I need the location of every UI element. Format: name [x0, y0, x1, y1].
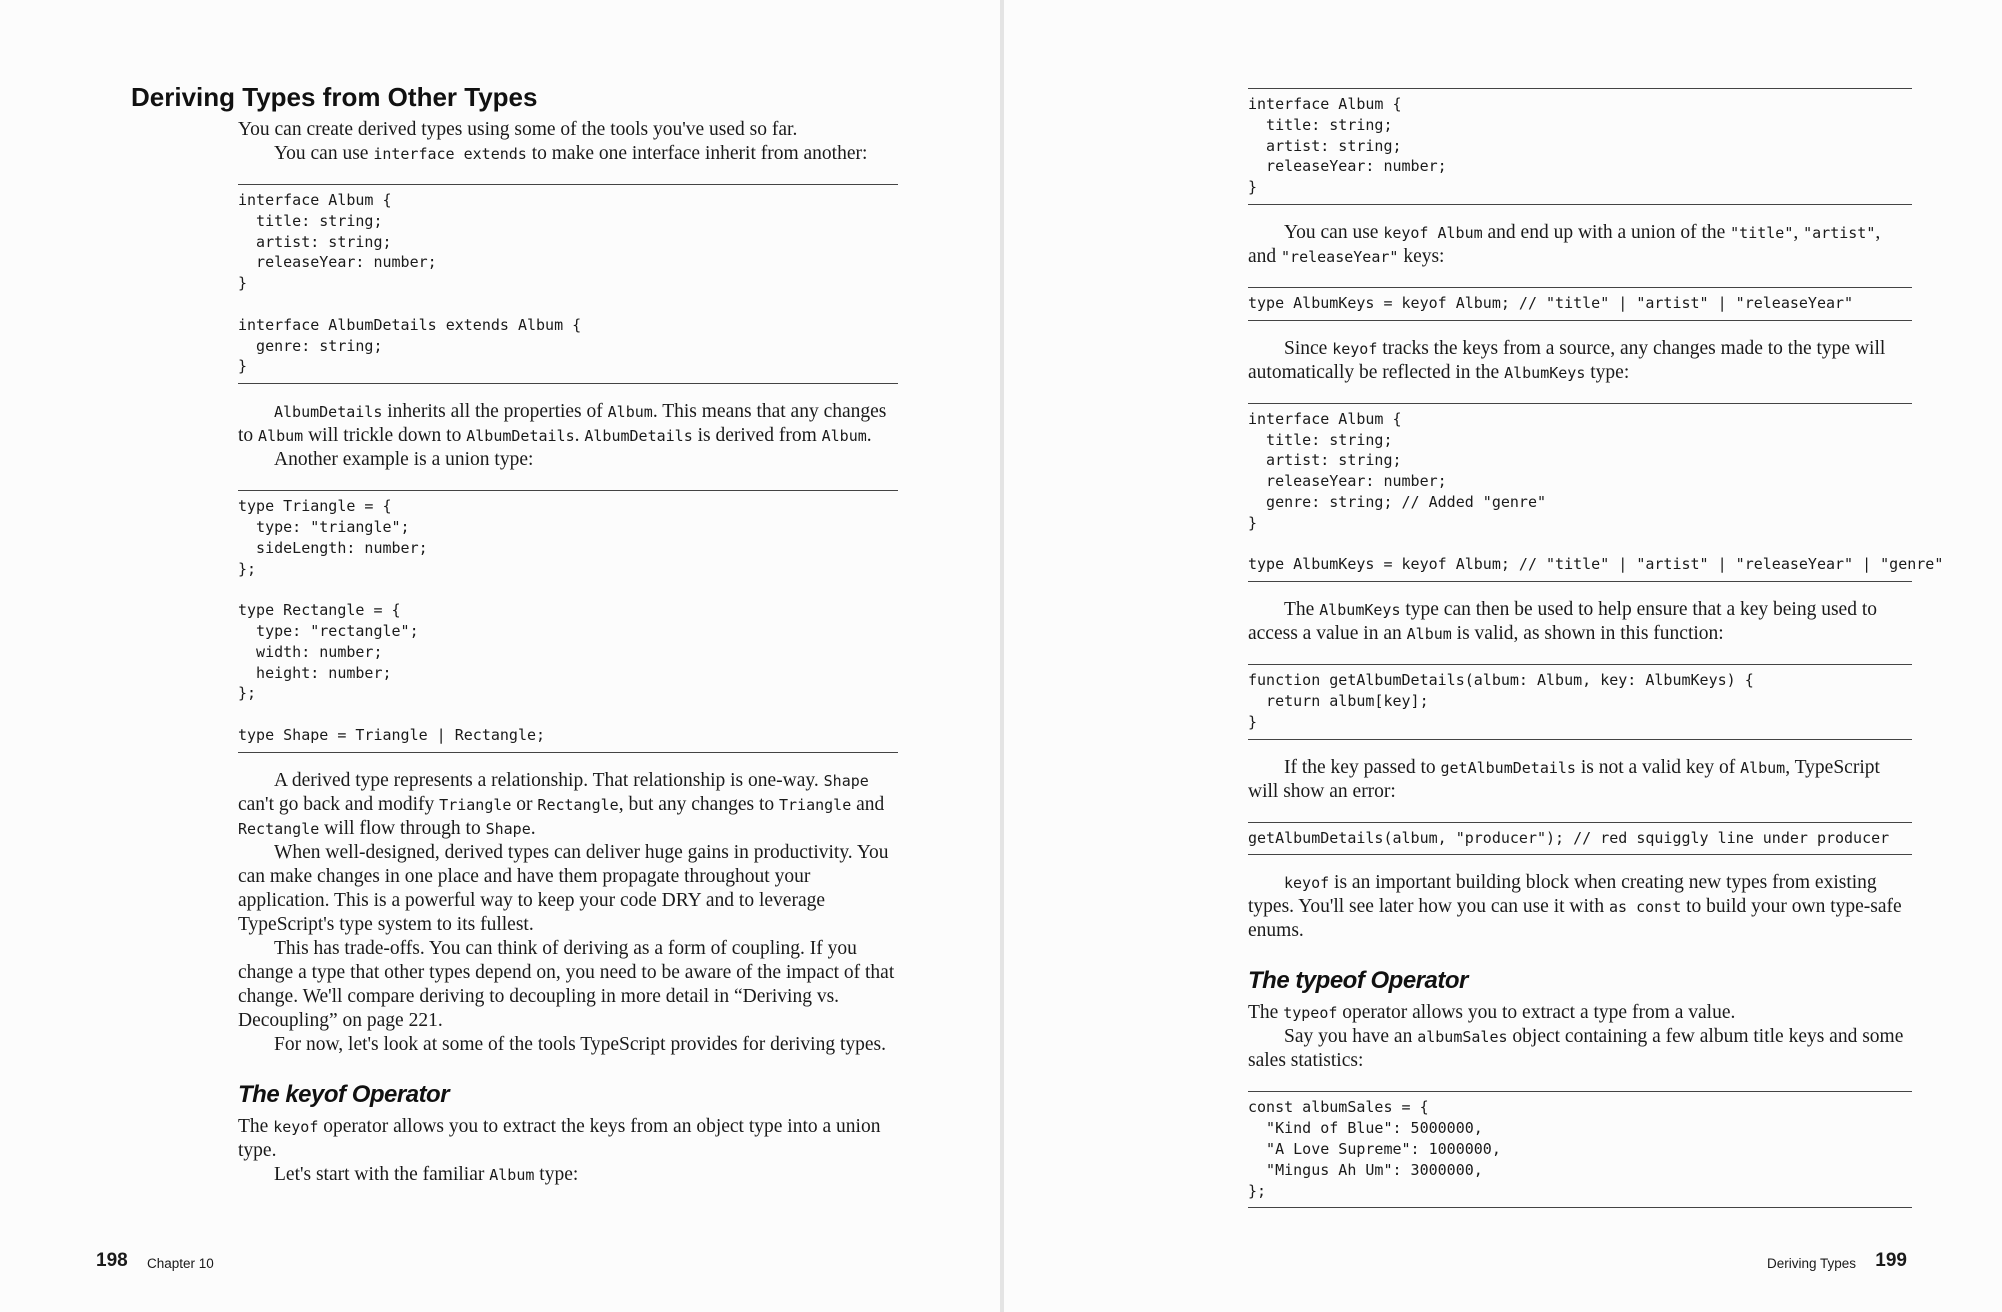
code-line: type AlbumKeys = keyof Album; // "title" | "artist" | "releaseYear" | "genre" — [1248, 555, 1944, 574]
code-block-shapes — [238, 490, 898, 753]
page-number: 199 — [1875, 1250, 1907, 1271]
right-page — [1004, 0, 2002, 1312]
code-line: releaseYear: number; — [1248, 472, 1447, 491]
code-line: "A Love Supreme": 1000000, — [1248, 1139, 1501, 1158]
code-line: title: string; — [238, 211, 383, 230]
code-line: } — [238, 357, 248, 376]
code-line: height: number; — [238, 663, 392, 682]
code-line: } — [1248, 513, 1258, 532]
code-line: const albumSales = { — [1248, 1098, 1429, 1117]
code-line: interface Album { — [1248, 409, 1402, 428]
start-paragraph: Let's start with the familiar Album type: — [274, 1163, 579, 1185]
code-line: type Triangle = { — [238, 497, 392, 516]
code-line: genre: string; — [238, 336, 383, 355]
section-heading: Deriving Types from Other Types — [131, 82, 538, 112]
code-line: } — [1248, 712, 1258, 731]
inherit-paragraph: AlbumDetails inherits all the properties of Album. This means that any changes to Album will trickle down to AlbumDetails. AlbumDetails is derived from Album. — [238, 401, 887, 447]
keyof-heading: The keyof Operator — [238, 1080, 450, 1108]
albumkeys-paragraph: The AlbumKeys type can then be used to help ensure that a key being used to access a value in an Album is valid, as shown in this function: — [1248, 599, 1878, 645]
relationship-paragraph: A derived type represents a relationship. That relationship is one-way. Shape can't go back and modify Triangle or Rectangle, but any changes to Triangle and Rectangle will flow through to Shape. — [238, 769, 885, 839]
extends-paragraph: You can use interface extends to make one interface inherit from another: — [274, 143, 868, 164]
code-block-album — [1248, 88, 1912, 205]
code-line: releaseYear: number; — [238, 253, 437, 272]
code-line: type: "rectangle"; — [238, 621, 419, 640]
code-line: type AlbumKeys = keyof Album; // "title" | "artist" | "releaseYear" — [1248, 293, 1854, 312]
code-line: "Kind of Blue": 5000000, — [1248, 1119, 1483, 1138]
code-line: interface AlbumDetails extends Album { — [238, 315, 582, 334]
code-line: type Rectangle = { — [238, 601, 401, 620]
code-line: getAlbumDetails(album, "producer"); // red squiggly line under producer — [1248, 828, 1890, 847]
union-paragraph: Another example is a union type: — [274, 449, 534, 471]
well-designed-paragraph: When well-designed, derived types can deliver huge gains in productivity. You can make changes in one place and have them propagate throughout your application. This is a powerful way to keep your code DRY and to leverage TypeScript's type system to its fullest. — [238, 841, 889, 935]
code-line: } — [1248, 178, 1258, 197]
code-line: artist: string; — [1248, 451, 1402, 470]
code-block-error — [1248, 822, 1912, 856]
code-line: } — [238, 274, 248, 293]
code-line: title: string; — [1248, 430, 1393, 449]
code-line: title: string; — [1248, 115, 1393, 134]
code-line: interface Album { — [238, 191, 392, 209]
trade-offs-paragraph: This has trade-offs. You can think of deriving as a form of coupling. If you change a type that other types depend on, you need to be aware of the impact of that change. We'll compare deriving to decoupling in more detail in “Deriving vs. Decoupling” on page 221. — [238, 937, 895, 1031]
code-line: width: number; — [238, 642, 383, 661]
code-line: type Shape = Triangle | Rectangle; — [238, 725, 546, 744]
code-block-albumkeys — [1248, 287, 1912, 321]
typeof-paragraph: The typeof operator allows you to extract a type from a value. — [1248, 1002, 1736, 1024]
code-line: artist: string; — [1248, 136, 1402, 155]
code-line: genre: string; // Added "genre" — [1248, 492, 1547, 511]
chapter-label: Deriving Types — [1766, 1256, 1856, 1271]
code-line: interface Album { — [1248, 95, 1402, 113]
keyof-album-paragraph: You can use keyof Album and end up with a union of the "title", "artist", and "releaseYear" keys: — [1248, 221, 1881, 267]
code-line: type: "triangle"; — [238, 517, 410, 536]
if-key-paragraph: If the key passed to getAlbumDetails is not a valid key of Album, TypeScript will show an error: — [1248, 756, 1880, 802]
code-line: }; — [1248, 1181, 1267, 1200]
album-sales-paragraph: Say you have an albumSales object containing a few album title keys and some sales statistics: — [1248, 1026, 1904, 1072]
code-line: }; — [238, 684, 257, 703]
since-paragraph: Since keyof tracks the keys from a source, any changes made to the type will automatically be reflected in the AlbumKeys type: — [1248, 337, 1886, 383]
keyof-paragraph: The keyof operator allows you to extract the keys from an object type into a union type. — [238, 1115, 881, 1161]
code-line: sideLength: number; — [238, 538, 428, 557]
page-number: 198 — [96, 1250, 128, 1271]
code-line: "Mingus Ah Um": 3000000, — [1248, 1160, 1483, 1179]
code-line: artist: string; — [238, 232, 392, 251]
code-line: releaseYear: number; — [1248, 157, 1447, 176]
typeof-heading: The typeof Operator — [1248, 967, 1468, 995]
code-line: }; — [238, 559, 257, 578]
left-column — [238, 118, 898, 1187]
code-line: function getAlbumDetails(album: Album, key: AlbumKeys) { — [1248, 671, 1754, 690]
chapter-label: Chapter 10 — [147, 1256, 214, 1271]
building-block-paragraph: keyof is an important building block when creating new types from existing types. You'll see later how you can use it with as const to build your own type-safe enums. — [1248, 872, 1902, 942]
left-page — [0, 0, 1000, 1312]
right-column — [1248, 88, 1944, 1224]
code-block-function — [1248, 664, 1912, 739]
intro-paragraph: You can create derived types using some of the tools you've used so far. — [238, 119, 798, 140]
code-block-album-genre — [1248, 403, 1944, 582]
code-block-album-sales — [1248, 1091, 1912, 1208]
for-now-paragraph: For now, let's look at some of the tools TypeScript provides for deriving types. — [274, 1033, 886, 1055]
code-block-album-extends — [238, 184, 898, 384]
code-line: return album[key]; — [1248, 691, 1429, 710]
